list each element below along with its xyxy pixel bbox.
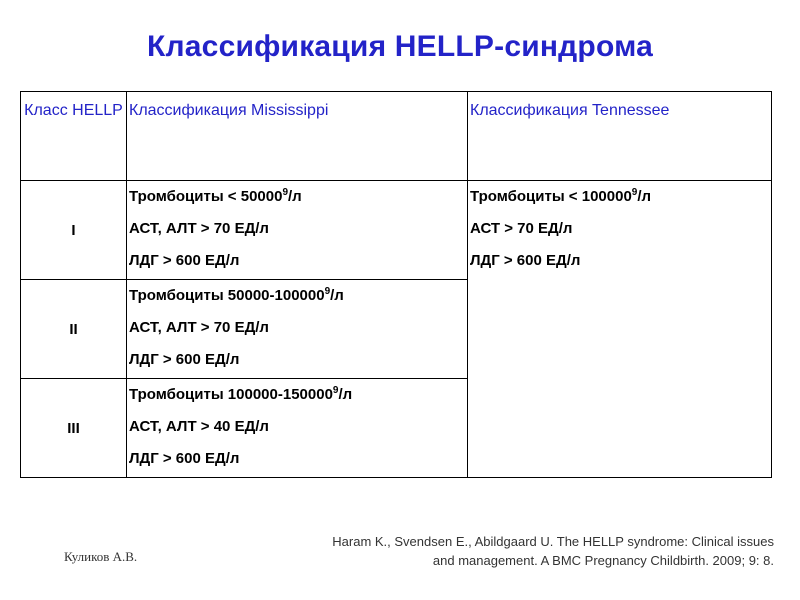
- table-header-row: [21, 92, 772, 181]
- criterion-line: ЛДГ > 600 ЕД/л: [129, 351, 240, 368]
- class-cell: III: [21, 379, 127, 478]
- criterion-line: АСТ, АЛТ > 70 ЕД/л: [129, 220, 269, 237]
- class-cell: I: [21, 181, 127, 280]
- criterion-line: ЛДГ > 600 ЕД/л: [129, 450, 240, 467]
- table-row: [21, 181, 772, 280]
- reference-citation: Haram K., Svendsen E., Abildgaard U. The HELLP syndrome: Clinical issues and management. A BMC Pregnancy Childbirth. 2009; 9: 8.: [332, 534, 774, 568]
- class-cell: II: [21, 280, 127, 379]
- criterion-line: АСТ, АЛТ > 70 ЕД/л: [129, 319, 269, 336]
- tennessee-cell: [468, 181, 772, 478]
- criterion-line: Тромбоциты 100000-150000$^9$/л: [129, 385, 353, 403]
- criterion-line: Тромбоциты 50000-100000$^9$/л: [129, 286, 344, 304]
- criterion-line: ЛДГ > 600 ЕД/л: [470, 252, 581, 269]
- criterion-line: Тромбоциты < $50000^9/л$: [129, 187, 302, 205]
- mississippi-cell: [127, 181, 468, 280]
- criterion-line: Тромбоциты < $100000^9/л$: [470, 187, 652, 205]
- header-mississippi: Классификация Mississippi: [127, 92, 468, 181]
- hellp-classification-table: [20, 91, 772, 478]
- criterion-line: АСТ, АЛТ > 40 ЕД/л: [129, 418, 269, 435]
- mississippi-cell: [127, 379, 468, 478]
- header-class: Класс HELLP: [21, 92, 127, 181]
- author-name: Куликов А.В.: [64, 549, 138, 564]
- mississippi-cell: [127, 280, 468, 379]
- header-tennessee: Классификация Tennessee: [468, 92, 772, 181]
- criterion-line: ЛДГ > 600 ЕД/л: [129, 252, 240, 269]
- slide-title: Классификация HELLP-синдрома: [147, 30, 653, 63]
- criterion-line: АСТ > 70 ЕД/л: [470, 220, 573, 237]
